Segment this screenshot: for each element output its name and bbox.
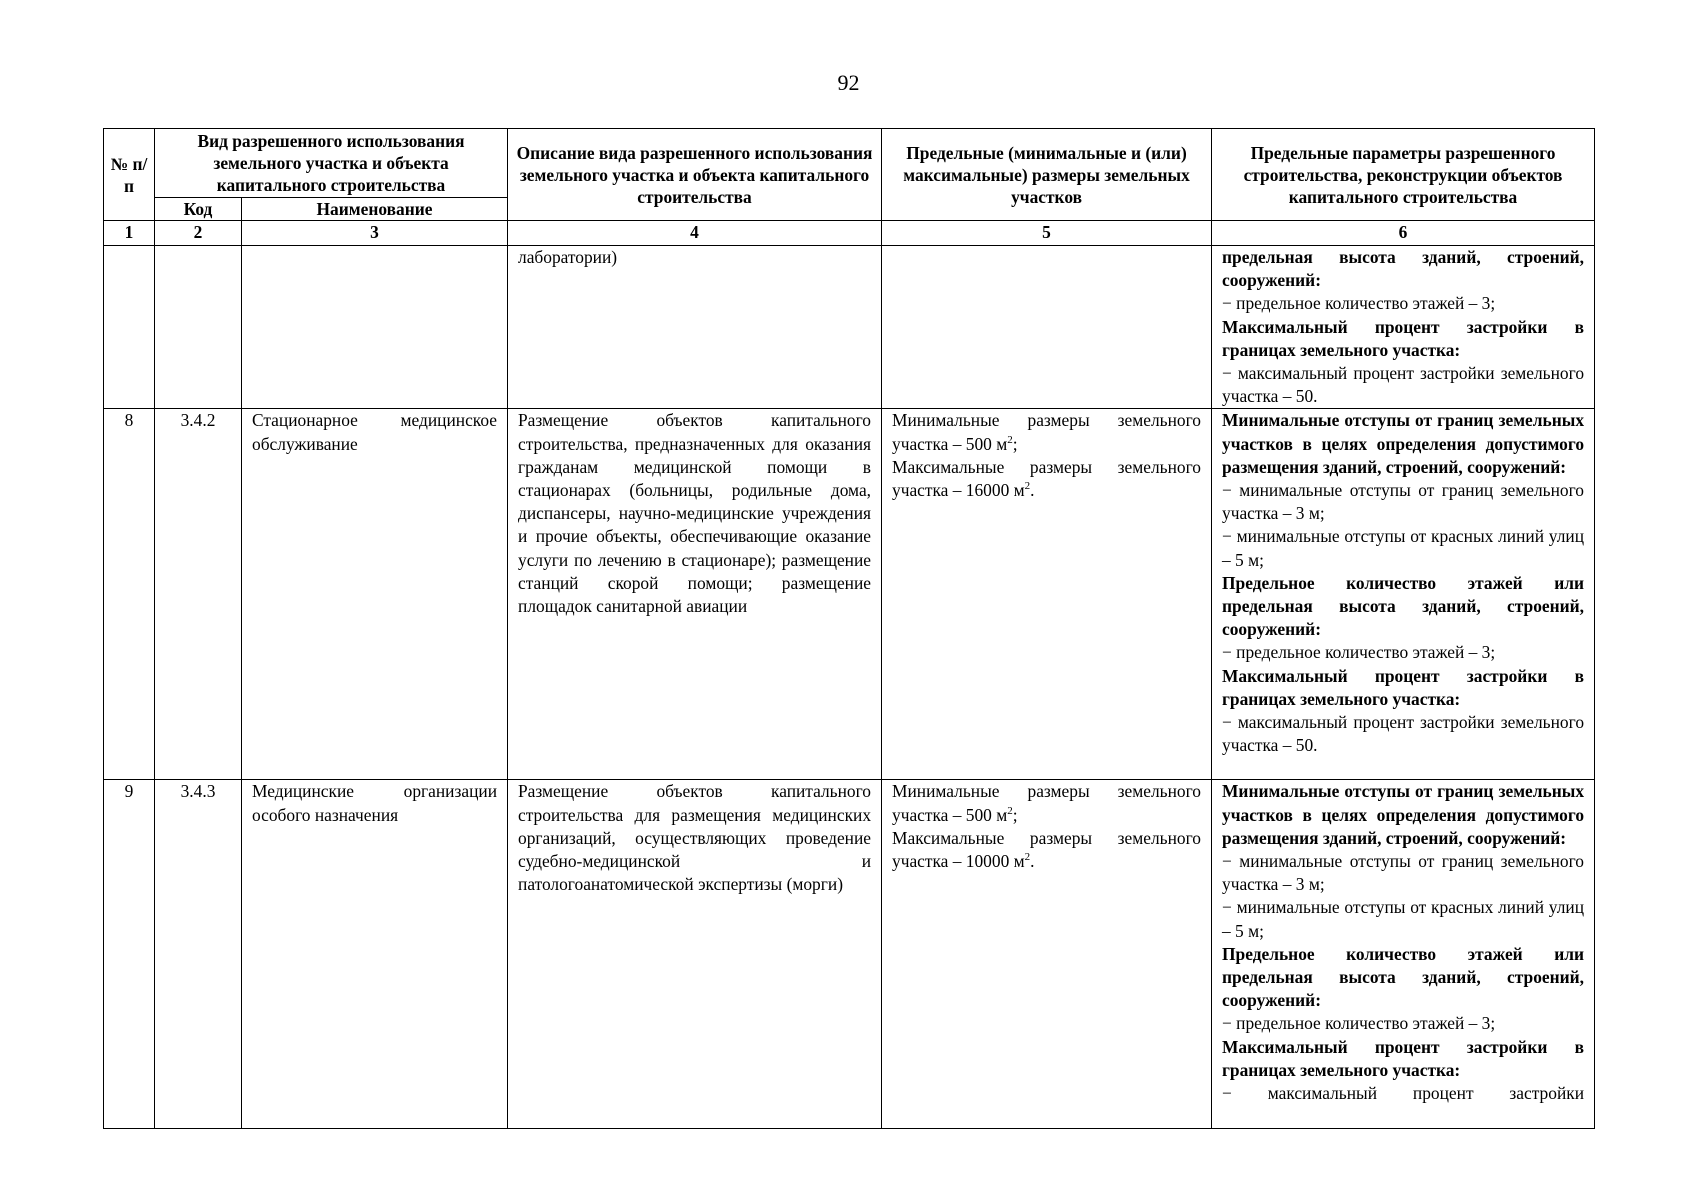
param-line: − минимальные отступы от красных линий улиц – 5 м; xyxy=(1222,526,1585,570)
param-line: − минимальные отступы от границ земельного участка – 3 м; xyxy=(1222,480,1585,524)
column-number: 6 xyxy=(1212,221,1595,246)
cell-params xyxy=(1212,409,1595,780)
header-num: № п/п xyxy=(104,129,155,221)
unit-power: 2 xyxy=(1024,851,1031,864)
size-max: Максимальные размеры земельного участка – 10000 $м^2$. xyxy=(892,827,1202,872)
param-line: предельная высота зданий, строений, сооружений: xyxy=(1222,247,1585,291)
column-number: 2 xyxy=(155,221,242,246)
cell-description: Размещение объектов капитального строительства для размещения медицинских организаций, осуществляющих проведение судебно-медицинской и патологоанатомической экспертизы (морги) xyxy=(508,780,882,1129)
cell-name: Стационарное медицинское обслуживание xyxy=(242,409,508,780)
cell-name: Медицинские организации особого назначения xyxy=(242,780,508,1129)
param-line: Минимальные отступы от границ земельных участков в целях определения допустимого размещения зданий, строений, сооружений: xyxy=(1222,781,1585,848)
param-line: Предельное количество этажей или предельная высота зданий, строений, сооружений: xyxy=(1222,943,1585,1011)
header-name: Наименование xyxy=(242,198,508,221)
param-line: − предельное количество этажей – 3; xyxy=(1222,642,1496,663)
header-sizes: Предельные (минимальные и (или) максимальные) размеры земельных участков xyxy=(882,129,1212,221)
cell-sizes xyxy=(882,246,1212,409)
column-number: 3 xyxy=(242,221,508,246)
header-code: Код xyxy=(155,198,242,221)
param-line: − максимальный процент застройки xyxy=(1222,1083,1585,1104)
cell-sizes xyxy=(882,780,1212,1129)
column-number: 4 xyxy=(508,221,882,246)
header-params: Предельные параметры разрешенного строительства, реконструкции объектов капитального строительства xyxy=(1212,129,1595,221)
param-line: Максимальный процент застройки в границах земельного участка: xyxy=(1222,316,1585,360)
param-line: − минимальные отступы от красных линий улиц – 5 м; xyxy=(1222,897,1585,941)
unit-power: 2 xyxy=(1007,433,1013,446)
cell-num: 8 xyxy=(104,409,155,780)
param-line: Максимальный процент застройки в границах земельного участка: xyxy=(1222,1036,1585,1080)
column-number-row xyxy=(104,221,1595,246)
cell-description: лаборатории) xyxy=(508,246,882,409)
land-use-table xyxy=(103,128,1595,1129)
size-max: Максимальные размеры земельного участка – 16000 $м^2$. xyxy=(892,456,1202,501)
cell-params xyxy=(1212,780,1595,1129)
unit-power: 2 xyxy=(1024,480,1031,493)
param-line: − максимальный процент застройки земельного участка – 50. xyxy=(1222,363,1585,407)
column-number: 5 xyxy=(882,221,1212,246)
param-line: − предельное количество этажей – 3; xyxy=(1222,293,1496,314)
table-header-row xyxy=(104,129,1595,198)
param-line: − предельное количество этажей – 3; xyxy=(1222,1013,1496,1034)
param-line: Минимальные отступы от границ земельных участков в целях определения допустимого размещения зданий, строений, сооружений: xyxy=(1222,410,1585,477)
cell-name xyxy=(242,246,508,409)
column-number: 1 xyxy=(104,221,155,246)
cell-params xyxy=(1212,246,1595,409)
size-min: Минимальные размеры земельного участка – 500 $м^2$; xyxy=(892,410,1202,454)
cell-num: 9 xyxy=(104,780,155,1129)
header-description: Описание вида разрешенного использования земельного участка и объекта капитального строительства xyxy=(508,129,882,221)
cell-code xyxy=(155,246,242,409)
cell-description: Размещение объектов капитального строительства, предназначенных для оказания гражданам медицинской помощи в стационарах (больницы, родильные дома, диспансеры, научно-медицинские учреждения и прочие объекты, обеспечивающие оказание услуги по лечению в стационаре); размещение станций скорой помощи; размещение площадок санитарной авиации xyxy=(508,409,882,780)
table-row xyxy=(104,409,1595,780)
size-min: Минимальные размеры земельного участка – 500 $м^2$; xyxy=(892,781,1202,825)
page-number: 92 xyxy=(837,70,860,95)
cell-code: 3.4.2 xyxy=(155,409,242,780)
cell-code: 3.4.3 xyxy=(155,780,242,1129)
param-line: − максимальный процент застройки земельного участка – 50. xyxy=(1222,712,1585,756)
param-line: − минимальные отступы от границ земельного участка – 3 м; xyxy=(1222,851,1585,895)
header-use-type: Вид разрешенного использования земельного участка и объекта капитального строительства xyxy=(155,129,508,198)
cell-num xyxy=(104,246,155,409)
unit-power: 2 xyxy=(1007,804,1013,817)
param-line: Предельное количество этажей или предельная высота зданий, строений, сооружений: xyxy=(1222,572,1585,640)
table-row xyxy=(104,780,1595,1129)
table-row-continuation xyxy=(104,246,1595,409)
cell-sizes xyxy=(882,409,1212,780)
param-line: Максимальный процент застройки в границах земельного участка: xyxy=(1222,665,1585,709)
